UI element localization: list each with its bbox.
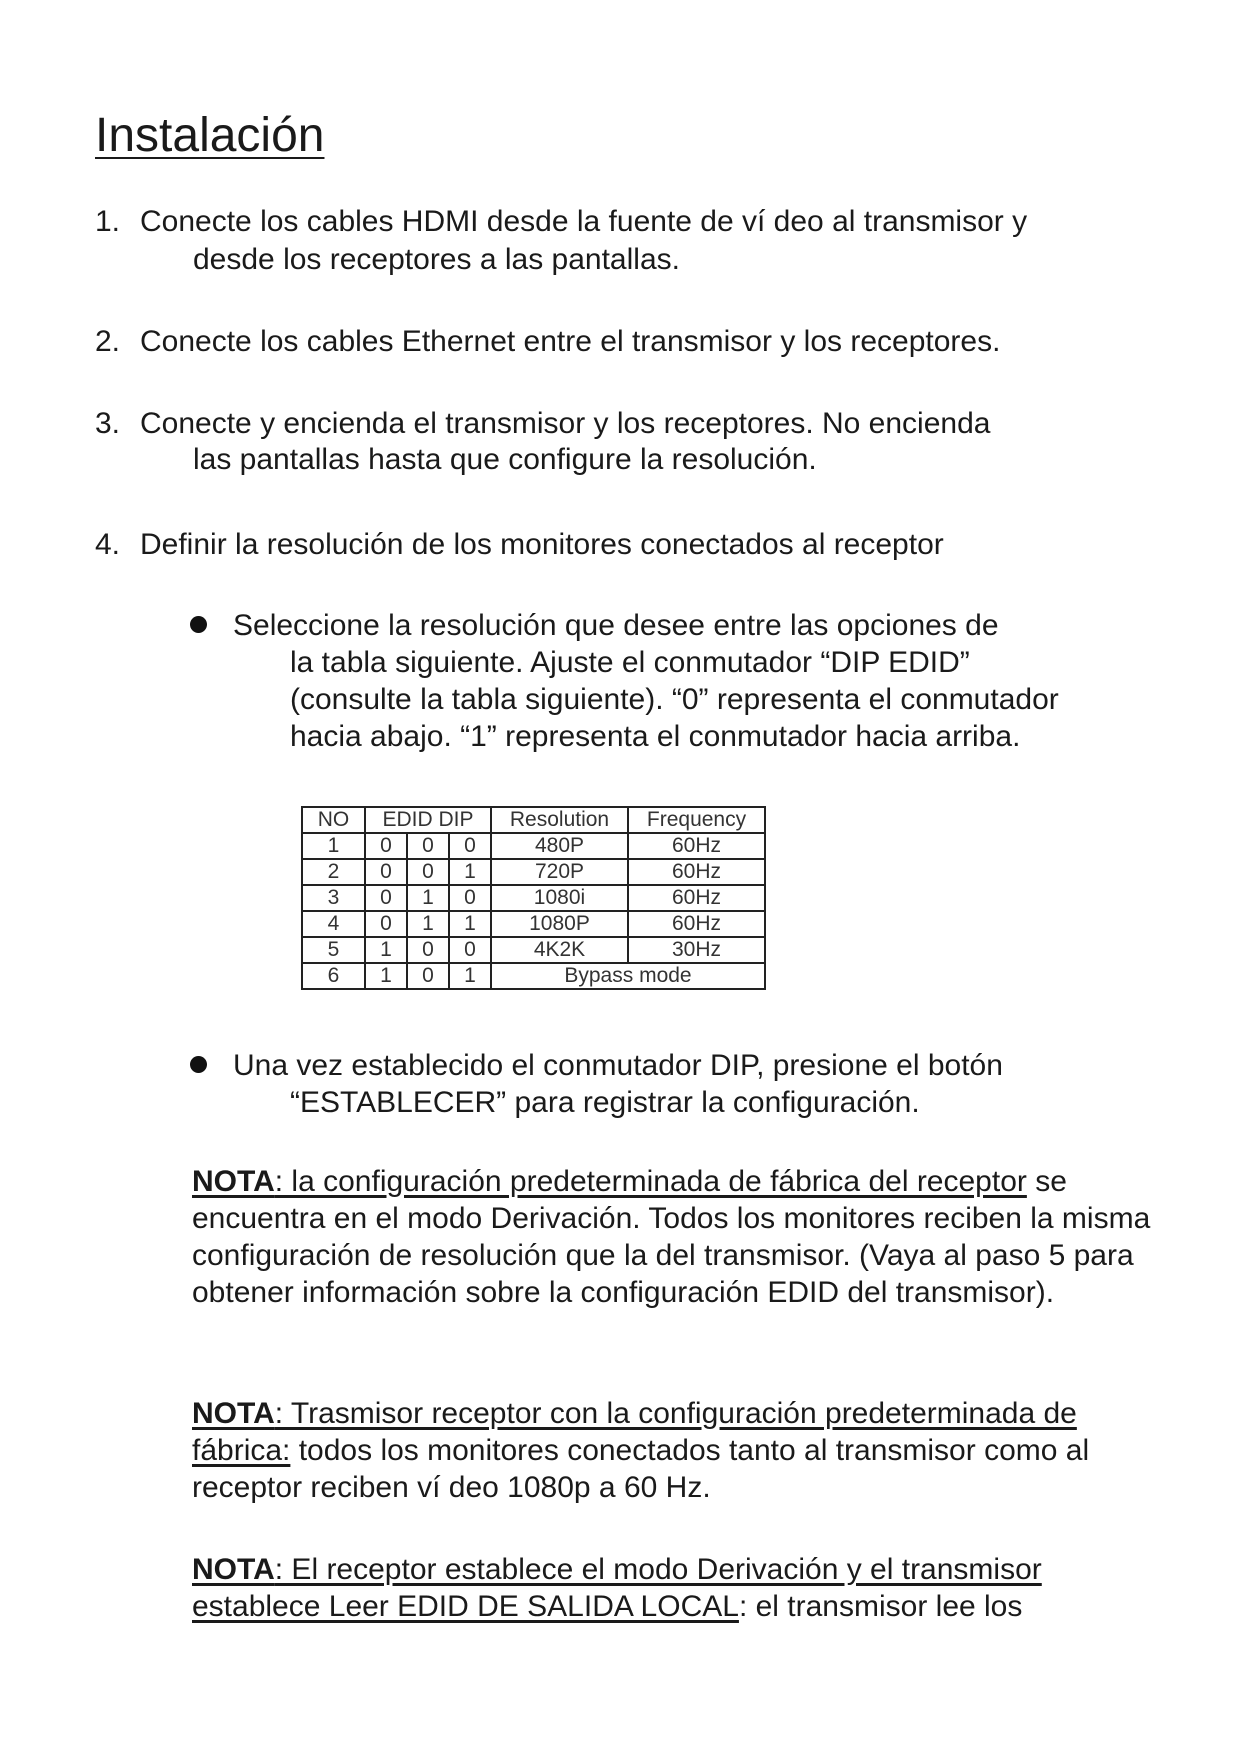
note-label: NOTA — [192, 1165, 275, 1198]
step-3 — [95, 405, 990, 479]
note-underlined-text: : El receptor establece el modo Derivación y el transmisor establece Leer EDID DE SALIDA LOCAL — [192, 1553, 1042, 1623]
step-4 — [95, 526, 944, 564]
cell-dip: 0 — [449, 833, 491, 859]
note-1 — [192, 1163, 1152, 1311]
bullet-text-cont: la tabla siguiente. Ajuste el conmutador “DIP EDID” — [290, 646, 970, 679]
cell-frequency: 60Hz — [628, 885, 765, 911]
cell-frequency: 60Hz — [628, 833, 765, 859]
note-text: : el transmisor lee los — [738, 1590, 1023, 1623]
cell-dip: 1 — [365, 963, 407, 989]
step-number: 1. — [95, 205, 121, 238]
edid-dip-table — [301, 806, 766, 990]
cell-dip: 0 — [365, 859, 407, 885]
step-2 — [95, 323, 1000, 361]
step-text: Conecte los cables Ethernet entre el transmisor y los receptores. — [140, 325, 1001, 358]
table-row — [302, 911, 765, 937]
cell-resolution: 4K2K — [491, 937, 628, 963]
cell-dip: 0 — [407, 833, 449, 859]
bullet-text: Seleccione la resolución que desee entre las opciones de — [233, 609, 999, 642]
bullet-2 — [190, 1047, 1003, 1121]
cell-no: 6 — [302, 963, 365, 989]
cell-dip: 1 — [407, 885, 449, 911]
table-row — [302, 963, 765, 989]
cell-no: 3 — [302, 885, 365, 911]
table-row — [302, 833, 765, 859]
bullet-dot-icon — [190, 616, 207, 633]
cell-dip: 1 — [449, 911, 491, 937]
step-number: 4. — [95, 528, 121, 561]
cell-dip: 0 — [365, 833, 407, 859]
cell-frequency: 60Hz — [628, 859, 765, 885]
note-label: NOTA — [192, 1553, 275, 1586]
bullet-text: Una vez establecido el conmutador DIP, presione el botón — [233, 1049, 1003, 1082]
cell-dip: 0 — [449, 885, 491, 911]
cell-bypass-mode: Bypass mode — [491, 963, 765, 989]
cell-frequency: 30Hz — [628, 937, 765, 963]
step-text: Conecte y encienda el transmisor y los receptores. No encienda — [140, 407, 991, 440]
cell-resolution: 720P — [491, 859, 628, 885]
step-number: 2. — [95, 325, 121, 358]
note-text: se encuentra en el modo Derivación. Todos los monitores reciben la misma configuración de resolución que la del transmisor. (Vaya al paso 5 para obtener información sobre la configuración EDID del transmisor). — [192, 1165, 1151, 1309]
note-2 — [192, 1395, 1152, 1506]
cell-dip: 0 — [449, 937, 491, 963]
step-text-cont: desde los receptores a las pantallas. — [193, 243, 680, 276]
bullet-1 — [190, 607, 1059, 755]
bullet-dot-icon — [190, 1056, 207, 1073]
cell-no: 5 — [302, 937, 365, 963]
table-header-row — [302, 807, 765, 833]
cell-dip: 0 — [407, 963, 449, 989]
header-no: NO — [302, 807, 365, 833]
header-edid-dip: EDID DIP — [365, 807, 491, 833]
step-number: 3. — [95, 407, 121, 440]
note-underlined-text: : Trasmisor receptor con la configuración predeterminada de fábrica: — [192, 1397, 1077, 1467]
cell-resolution: 1080i — [491, 885, 628, 911]
page-title: Instalación — [95, 109, 325, 162]
cell-no: 4 — [302, 911, 365, 937]
step-text-cont: las pantallas hasta que configure la resolución. — [193, 443, 817, 476]
note-label: NOTA — [192, 1397, 275, 1430]
table-row — [302, 937, 765, 963]
cell-dip: 0 — [365, 885, 407, 911]
header-resolution: Resolution — [491, 807, 628, 833]
cell-dip: 1 — [407, 911, 449, 937]
cell-resolution: 480P — [491, 833, 628, 859]
table-row — [302, 859, 765, 885]
cell-dip: 1 — [449, 859, 491, 885]
bullet-text-cont: (consulte la tabla siguiente). “0” representa el conmutador — [290, 683, 1059, 716]
cell-dip: 0 — [365, 911, 407, 937]
cell-dip: 0 — [407, 859, 449, 885]
table-row — [302, 885, 765, 911]
bullet-text-cont: hacia abajo. “1” representa el conmutador hacia arriba. — [290, 720, 1021, 753]
cell-dip: 1 — [449, 963, 491, 989]
step-1 — [95, 203, 1027, 279]
bullet-text-cont: “ESTABLECER” para registrar la configuración. — [290, 1086, 920, 1119]
step-text: Conecte los cables HDMI desde la fuente de ví deo al transmisor y — [140, 205, 1028, 238]
cell-no: 2 — [302, 859, 365, 885]
cell-dip: 1 — [365, 937, 407, 963]
cell-frequency: 60Hz — [628, 911, 765, 937]
step-text: Definir la resolución de los monitores conectados al receptor — [140, 528, 944, 561]
note-text: todos los monitores conectados tanto al transmisor como al receptor reciben ví deo 1080p a 60 Hz. — [192, 1434, 1090, 1504]
cell-resolution: 1080P — [491, 911, 628, 937]
note-underlined-text: : la configuración predeterminada de fábrica del receptor — [274, 1165, 1027, 1198]
cell-no: 1 — [302, 833, 365, 859]
note-3 — [192, 1551, 1152, 1625]
header-frequency: Frequency — [628, 807, 765, 833]
cell-dip: 0 — [407, 937, 449, 963]
